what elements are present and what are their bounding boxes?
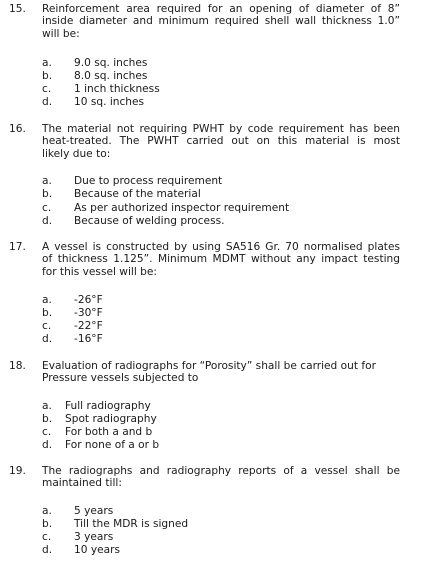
option-text: Full radiography bbox=[65, 400, 151, 412]
question-line: The material not requiring PWHT by code requirement has been bbox=[42, 123, 400, 135]
option-text: 3 years bbox=[74, 531, 114, 543]
option-text: Spot radiography bbox=[65, 413, 157, 425]
question-line: The radiographs and radiography reports of a vessel shall be bbox=[42, 465, 400, 477]
option-text: For none of a or b bbox=[65, 439, 160, 451]
option-letter: a. bbox=[42, 175, 52, 187]
option-letter: a. bbox=[42, 505, 52, 517]
question-text bbox=[42, 123, 400, 160]
question-text bbox=[42, 360, 400, 385]
question-number: 16. bbox=[9, 123, 26, 135]
option-text: 9.0 sq. inches bbox=[74, 57, 148, 69]
option-letter: c. bbox=[42, 426, 52, 438]
option-letter: b. bbox=[42, 307, 53, 319]
option-text: 8.0 sq. inches bbox=[74, 70, 148, 82]
question-line: heat-treated. The PWHT carried out on this material is most bbox=[42, 135, 400, 148]
option-text: Because of welding process. bbox=[74, 215, 225, 227]
question-number: 19. bbox=[9, 465, 26, 477]
question-number: 18. bbox=[9, 360, 26, 372]
option-letter: c. bbox=[42, 202, 52, 214]
question-number: 15. bbox=[9, 3, 26, 15]
option-letter: b. bbox=[42, 70, 53, 82]
option-text: -30°F bbox=[74, 307, 103, 319]
option-letter: d. bbox=[42, 215, 53, 227]
question-line: will be: bbox=[42, 27, 80, 40]
option-text: For both a and b bbox=[65, 426, 153, 438]
question-number: 17. bbox=[9, 241, 26, 253]
question-line: A vessel is constructed by using SA516 Gr. 70 normalised plates bbox=[42, 241, 400, 253]
question-line: Pressure vessels subjected to bbox=[42, 372, 199, 385]
option-text: As per authorized inspector requirement bbox=[74, 202, 290, 214]
option-letter: b. bbox=[42, 413, 53, 425]
option-text: 1 inch thickness bbox=[74, 83, 160, 95]
question-line: of thickness 1.125”. Minimum MDMT without any impact testing bbox=[42, 253, 400, 266]
option-text: Due to process requirement bbox=[74, 175, 223, 187]
option-letter: d. bbox=[42, 96, 53, 108]
option-text: Till the MDR is signed bbox=[74, 518, 189, 530]
option-text: -22°F bbox=[74, 320, 103, 332]
question-line: Reinforcement area required for an opening of diameter of 8” bbox=[42, 3, 400, 15]
question-line: Evaluation of radiographs for “Porosity” shall be carried out for bbox=[42, 360, 376, 372]
option-letter: a. bbox=[42, 57, 52, 69]
option-text: 10 sq. inches bbox=[74, 96, 145, 108]
option-letter: a. bbox=[42, 294, 52, 306]
question-line: likely due to: bbox=[42, 147, 111, 160]
option-letter: a. bbox=[42, 400, 52, 412]
option-letter: d. bbox=[42, 544, 53, 556]
question-line: inside diameter and minimum required shell wall thickness 1.0” bbox=[42, 15, 400, 28]
question-text bbox=[42, 241, 400, 278]
option-text: 10 years bbox=[74, 544, 121, 556]
question-text bbox=[42, 465, 400, 490]
option-letter: d. bbox=[42, 439, 53, 451]
option-text: -16°F bbox=[74, 333, 103, 345]
option-letter: c. bbox=[42, 83, 52, 95]
option-letter: d. bbox=[42, 333, 53, 345]
option-text: Because of the material bbox=[74, 188, 201, 200]
option-letter: c. bbox=[42, 531, 52, 543]
option-letter: c. bbox=[42, 320, 52, 332]
option-text: -26°F bbox=[74, 294, 103, 306]
option-letter: b. bbox=[42, 188, 53, 200]
question-line: for this vessel will be: bbox=[42, 265, 157, 278]
question-text bbox=[42, 3, 400, 40]
option-text: 5 years bbox=[74, 505, 114, 517]
option-letter: b. bbox=[42, 518, 53, 530]
question-line: maintained till: bbox=[42, 477, 122, 490]
